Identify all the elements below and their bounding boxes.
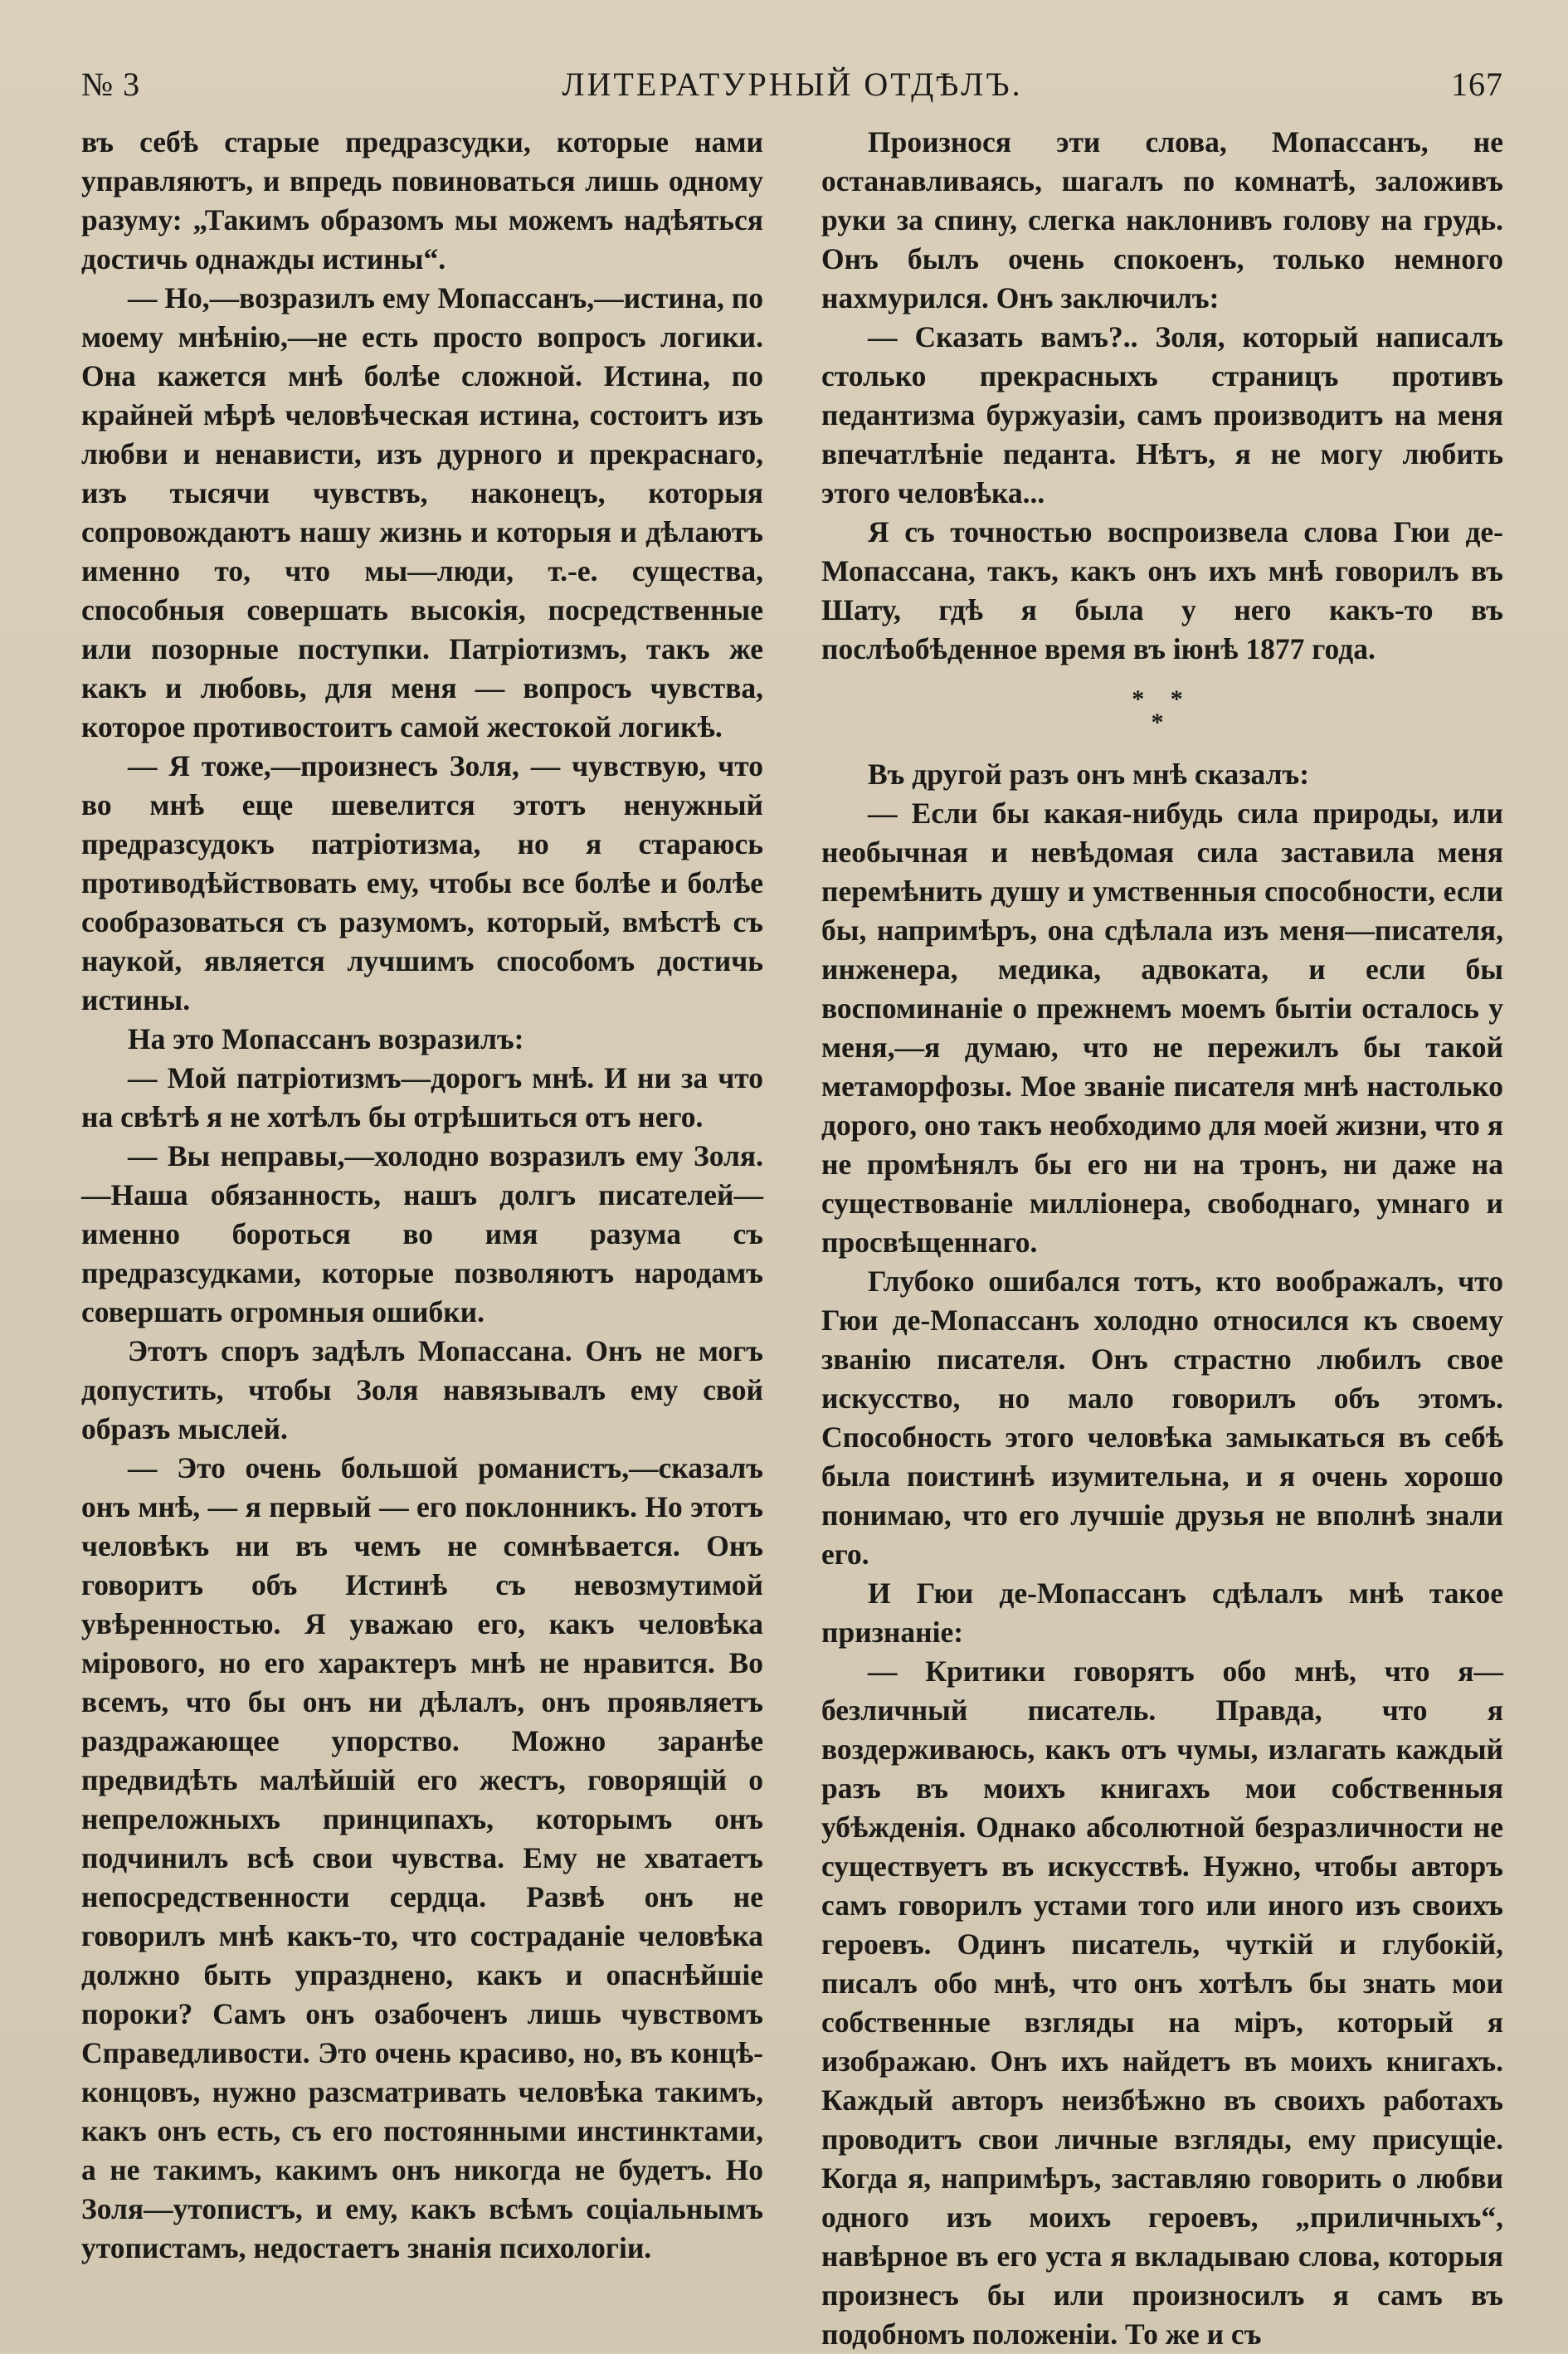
paragraph: — Вы неправы,—холодно возразилъ ему Золя.—Наша обязанность, нашъ долгъ писателей—именно бороться во имя разума съ предразсудками, которые позволяютъ народамъ совершать огромныя ошибки. <box>81 1139 763 1328</box>
text-columns <box>81 123 1503 2354</box>
separator-bottom: * <box>1151 709 1174 736</box>
page-number: 167 <box>1451 66 1503 103</box>
paragraph: — Это очень большой романистъ,—сказалъ онъ мнѣ, — я первый — его поклонникъ. Но этотъ человѣкъ ни въ чемъ не сомнѣвается. Онъ говоритъ объ Истинѣ съ невозмутимой увѣренностью. Я уважаю его, какъ человѣка мірового, но его характеръ мнѣ не нравится. Во всемъ, что бы онъ ни дѣлалъ, онъ проявляетъ раздражающее упорство. Можно заранѣе предвидѣть малѣйшій его жестъ, говорящій о непреложныхъ принципахъ, которымъ онъ подчинилъ всѣ свои чувства. Ему не хватаетъ непосредственности сердца. Развѣ онъ не говорилъ мнѣ какъ-то, что состраданіе человѣка должно быть упразднено, какъ и опаснѣйшіе пороки? Самъ онъ озабоченъ лишь чувствомъ Справедливости. Это очень красиво, но, въ концѣ-концовъ, нужно разсматривать человѣка такимъ, какъ онъ есть, съ его постоянными инстинктами, а не такимъ, какимъ онъ никогда не будетъ. Но Золя—утопистъ, и ему, какъ всѣмъ соціальнымъ утопистамъ, недостаетъ знанія психологіи. <box>81 1451 763 2264</box>
paragraph: — Если бы какая-нибудь сила природы, или необычная и невѣдомая сила заставила меня перемѣнить душу и умственныя способности, если бы, напримѣръ, она сдѣлала изъ меня—писателя, инженера, медика, адвоката, и если бы воспоминаніе о прежнемъ моемъ бытіи осталось у меня,—я думаю, что не пережилъ бы такой метаморфозы. Мое званіе писателя мнѣ настолько дорого, оно такъ необходимо для моей жизни, что я не промѣнялъ бы его ни на тронъ, ни даже на существованіе милліонера, свободнаго, умнаго и просвѣщеннаго. <box>821 797 1503 1259</box>
page-header <box>81 65 1503 124</box>
paragraph: Въ другой разъ онъ мнѣ сказалъ: <box>868 758 1310 791</box>
paragraph: — Мой патріотизмъ—дорогъ мнѣ. И ни за что на свѣтѣ я не хотѣлъ бы отрѣшиться отъ него. <box>81 1061 763 1133</box>
issue-number: № 3 <box>81 66 141 103</box>
separator-top: * * <box>1132 685 1193 713</box>
paragraph: — Критики говорятъ обо мнѣ, что я—безличный писатель. Правда, что я воздерживаюсь, какъ отъ чумы, излагать каждый разъ въ моихъ книгахъ мои собственныя убѣжденія. Однако абсолютной безразличности не существуетъ въ искусствѣ. Нужно, чтобы авторъ самъ говорилъ устами того или иного изъ своихъ героевъ. Одинъ писатель, чуткій и глубокій, писалъ обо мнѣ, что онъ хотѣлъ бы знать мои собственные взгляды на міръ, который я изображаю. Онъ ихъ найдетъ въ моихъ книгахъ. Каждый авторъ неизбѣжно въ своихъ работахъ проводитъ свои личные взгляды, ему присущіе. Когда я, напримѣръ, заставляю говорить о любви одного изъ моихъ героевъ, „приличныхъ“, навѣрное въ его уста я вкладываю слова, которыя произнесъ бы или произносилъ я самъ въ подобномъ положеніи. То же и съ <box>821 1655 1503 2351</box>
paragraph: въ себѣ старые предразсудки, которые нами управляютъ, и впредь повиноваться лишь одному разуму: „Такимъ образомъ мы можемъ надѣяться достичь однажды истины“. <box>81 125 763 275</box>
paragraph: И Гюи де-Мопассанъ сдѣлалъ мнѣ такое признаніе: <box>821 1577 1503 1649</box>
section-title: ЛИТЕРАТУРНЫЙ ОТДѢЛЪ. <box>562 66 1023 103</box>
paragraph: — Но,—возразилъ ему Мопассанъ,—истина, по моему мнѣнію,—не есть просто вопросъ логики. Она кажется мнѣ болѣе сложной. Истина, по крайней мѣрѣ человѣческая истина, состоитъ изъ любви и ненависти, изъ дурного и прекраснаго, изъ тысячи чувствъ, наконецъ, которыя сопровождаютъ нашу жизнь и которыя и дѣлаютъ именно то, что мы—люди, т.-е. существа, способныя совершать высокія, посредственные или позорные поступки. Патріотизмъ, такъ же какъ и любовь, для меня — вопросъ чувства, которое противостоитъ самой жестокой логикѣ. <box>81 281 763 743</box>
section-separator <box>821 685 1503 737</box>
paragraph: Этотъ споръ задѣлъ Мопассана. Онъ не могъ допустить, чтобы Золя навязывалъ ему свой образъ мыслей. <box>81 1334 763 1445</box>
paragraph: Я съ точностью воспроизвела слова Гюи де-Мопассана, такъ, какъ онъ ихъ мнѣ говорилъ въ Шату, гдѣ я была у него какъ-то въ послѣобѣденное время въ іюнѣ 1877 года. <box>821 515 1503 665</box>
right-column <box>821 123 1503 2354</box>
paragraph: — Сказать вамъ?.. Золя, который написалъ столько прекрасныхъ страницъ противъ педантизма буржуазіи, самъ производитъ на меня впечатлѣніе педанта. Нѣтъ, я не могу любить этого человѣка... <box>821 320 1503 509</box>
paragraph: — Я тоже,—произнесъ Золя, — чувствую, что во мнѣ еще шевелится этотъ ненужный предразсудокъ патріотизма, но я стараюсь противодѣйствовать ему, чтобы все болѣе и болѣе сообразоваться съ разумомъ, который, вмѣстѣ съ наукой, является лучшимъ способомъ достичь истины. <box>81 749 763 1016</box>
paragraph: На это Мопассанъ возразилъ: <box>128 1022 524 1055</box>
paragraph: Глубоко ошибался тотъ, кто воображалъ, что Гюи де-Мопассанъ холодно относился къ своему званію писателя. Онъ страстно любилъ свое искусство, но мало говорилъ объ этомъ. Способность этого человѣка замыкаться въ себѣ была поистинѣ изумительна, и я очень хорошо понимаю, что его лучшіе друзья не вполнѣ знали его. <box>821 1265 1503 1571</box>
paragraph: Произнося эти слова, Мопассанъ, не останавливаясь, шагалъ по комнатѣ, заложивъ руки за спину, слегка наклонивъ голову на грудь. Онъ былъ очень спокоенъ, только немного нахмурился. Онъ заключилъ: <box>821 125 1503 314</box>
left-column <box>81 123 763 2354</box>
